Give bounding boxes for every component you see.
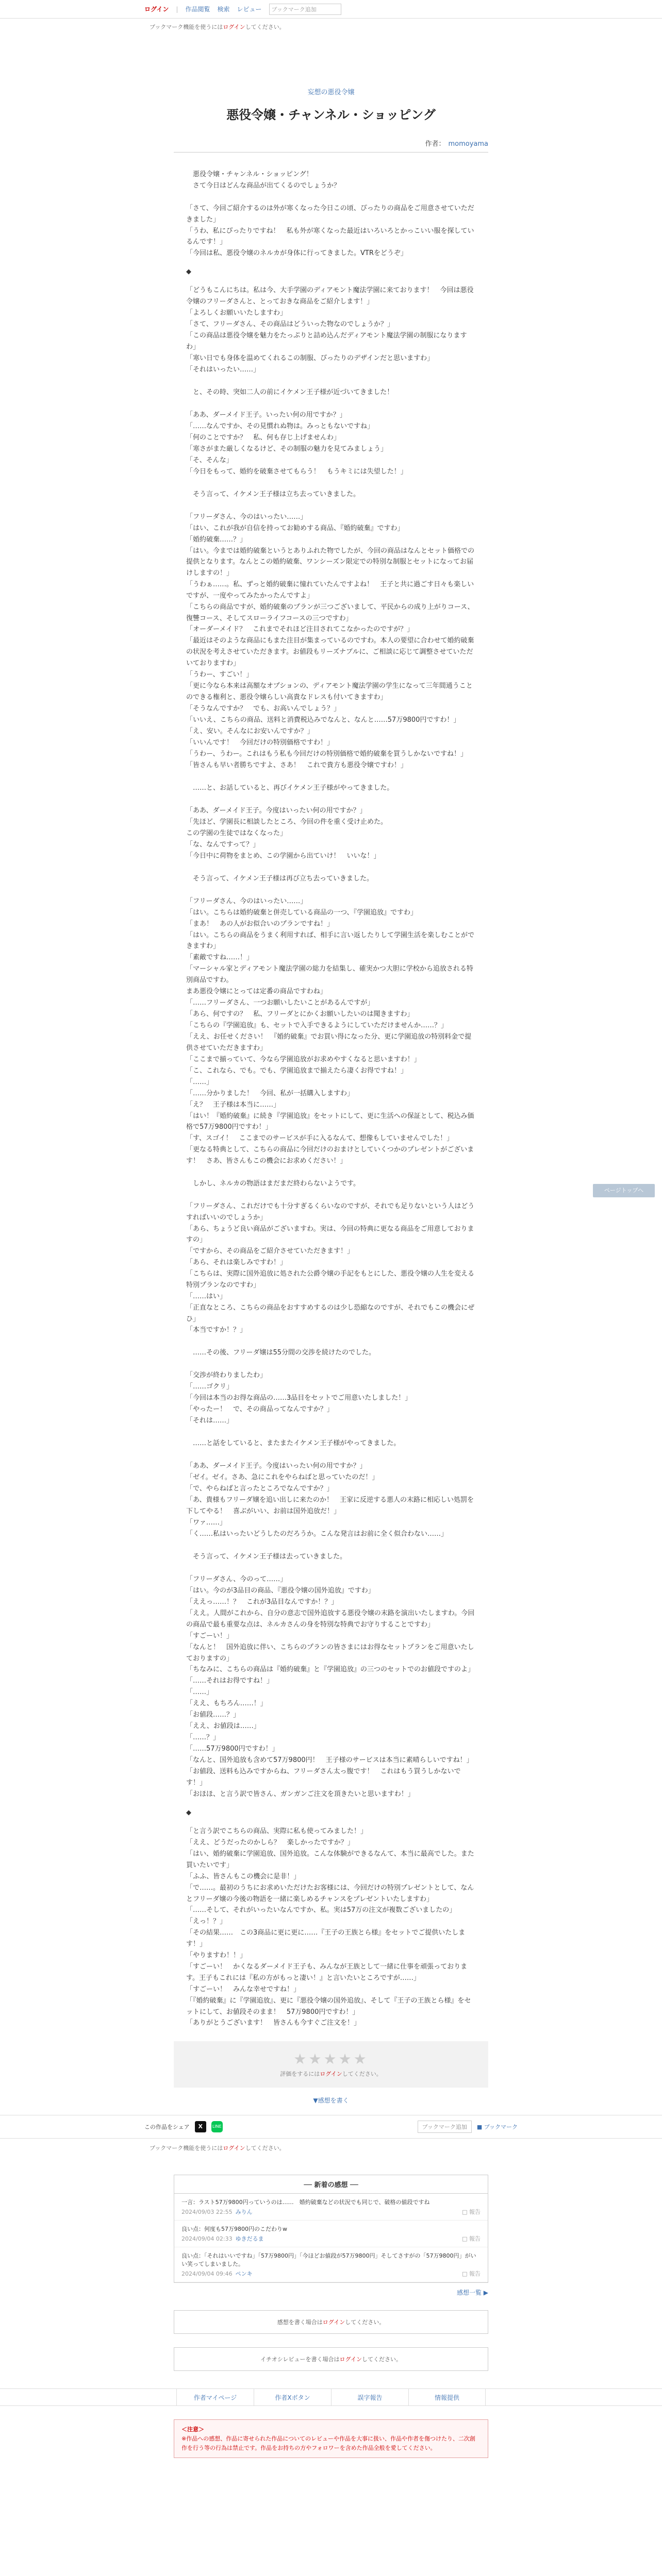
main-content [174,87,488,2029]
body-paragraph: しかし、ネルカの物語はまだまだ終わらないようです。 [186,1179,360,1188]
body-paragraph: 「オーダーメイド？ これまでそれほど注目されてこなかったのですが？」 [186,625,414,634]
body-paragraph: 「ええっ……！？ これが3品目なんですか！？」 [186,1598,338,1606]
body-paragraph [186,500,476,512]
body-paragraph: そう言って、イケメン王子様は再び立ち去っていきました。 [186,874,373,883]
body-paragraph: 「おほほ、と言う訳で皆さん、ガンガンご注文を頂きたいと思いますわ！」 [186,1790,415,1799]
body-paragraph: 「寒さがまた厳しくなるけど、その制服の魅力を見てみましょう」 [186,445,388,453]
footer-link-author-page[interactable]: 作者マイページ [176,2389,254,2405]
body-paragraph: 「く……私はいったいどうしたのだろうか。こんな発言はお前に全く似合わない……」 [186,1530,448,1538]
body-paragraph: 「……」 [186,1078,213,1086]
review-text: 良い点：何度も57万9800円のこだわりw [181,2226,287,2233]
body-paragraph: 「えっ！？」 [186,1918,227,1926]
body-paragraph: 「マーシャル家とディアモント魔法学園の総力を結集し、確実かつ大胆に学校から追放される特別商品ですわ。 [186,965,473,985]
body-paragraph: 「どうもこんにちは。私は今、大手学園のディアモント魔法学園に来ております！ 今回は悪役令嬢のフリーダさんと、とっておきな商品をご紹介します！」 [186,286,474,306]
author-link[interactable]: momoyama [448,140,488,148]
body-paragraph [186,1427,476,1438]
body-paragraph: 「すごーい！」 [186,1632,234,1640]
footer-link-typo-report[interactable]: 誤字報告 [331,2389,408,2405]
review-date: 2024/09/04 02:33 [181,2235,233,2243]
review-meta [181,2208,481,2216]
body-paragraph: 悪役令嬢・チャンネル・ショッピング！ [186,171,313,178]
body-paragraph: 「ありがとうございます！ 皆さんも今すぐご注文を！」 [186,2019,361,2027]
body-paragraph: 「す、スゴイ！ ここまでのサービスが手に入るなんて、想像もしていませんでした！」 [186,1134,454,1143]
top-nav [0,0,662,19]
body-paragraph: 「で、やらねばと言ったところでなんですか？」 [186,1485,334,1493]
body-paragraph: 「ちなみに、こちらの商品は『婚約破棄』と『学園追放』の三つのセットでのお値段ですのよ」 [186,1666,475,1674]
review-date: 2024/09/03 22:55 [181,2209,233,2216]
body-paragraph: 「最近はそのような商品にもまた注目が集まっているのですわ。本人の要望に合わせて婚約破棄の状況を考えさせていただきます。お値段もリーズナブルに、ご相談に応じて調整させていただいておりますわ」 [186,637,474,668]
share-label: この作品をシェア [144,2124,190,2131]
body-paragraph: 「はい。今のが3品目の商品、『悪役令嬢の国外追放』ですわ」 [186,1587,375,1595]
body-paragraph: 「フリーダさん、今のって……」 [186,1575,287,1584]
bookmark-notice [0,19,662,31]
body-paragraph: 「え、安い。そんなにお安いんですか？」 [186,727,314,735]
body-paragraph: 「ああ、ダーメイド王子。今度はいったい何の用ですか？」 [186,806,367,815]
body-paragraph: 「あら、ちょうど良い商品がございますわ。実は、今回の特典に更なる商品をご用意しておりますの」 [186,1225,474,1244]
notice-login-link[interactable]: ログイン [223,24,245,30]
body-paragraph: 「更に今なら本来は高額なオプションの、ディアモント魔法学園の学生になって三年間通うことのできる権利と、悪役令嬢らしい高貴なドレスも付いてきますわ」 [186,682,473,701]
page-title: 悪役令嬢・チャンネル・ショッピング [226,108,436,122]
body-paragraph: 「……？」 [186,1734,220,1742]
write-review-anchor[interactable]: ▼感想を書く [313,2097,349,2105]
body-paragraph: 「と言う訳でこちらの商品、実際に私も使ってみました！」 [186,1827,368,1836]
body-paragraph: 「はい。こちらは婚約破棄と併売している商品の一つ、『学園追放』ですわ」 [186,908,417,917]
body-paragraph: 「……フリーダさん、一つお願いしたいことがあるんですが」 [186,998,374,1007]
body-paragraph: 「こちらは、実際に国外追放に処された公爵令嬢の手記をもとにした、悪役令嬢の人生を変える特別プランなのですわ」 [186,1270,475,1289]
footer-link-info[interactable]: 情報提供 [408,2389,486,2405]
body-paragraph [186,794,476,805]
body-paragraph: 「やりますわ！！」 [186,1952,247,1960]
body-paragraph: 「ええ、お任せください！ 『婚約破棄』でお買い得になった分、更に学園追放の特別料金で提供させていただきますわ」 [186,1032,472,1052]
body-paragraph: 「こちらの商品ですが、婚約破棄のプランが三つございまして、平民からの成り上がりコース、復讐コース、そしてスローライフコースの三つですわ」 [186,603,474,622]
body-paragraph: 「ですから、その商品をご紹介させていただきます！」 [186,1247,354,1256]
body-paragraph: 「まあ！ あの人がお似合いのプランですね！」 [186,920,334,928]
page-top-button[interactable]: ページトップへ [593,1184,655,1197]
review-meta [181,2234,481,2243]
body-paragraph: そう言って、イケメン王子様は立ち去っていきました。 [186,490,360,498]
bookmark-add-button[interactable]: ブックマーク追加 [269,4,341,15]
write-review-link[interactable] [0,2096,662,2105]
review-report-link[interactable]: □ 報告 [462,2235,481,2243]
body-paragraph: 「この商品は悪役令嬢を魅力をたっぷりと詰め込んだディアモント魔法学園の制服になりますわ」 [186,331,467,351]
author-line [174,138,488,148]
body-paragraph: 「うわぁ……。私、ずっと婚約破棄に憧れていたんですよね！ 王子と共に過ごす日々も楽しいですが、一度やってみたかったんですよ」 [186,581,474,600]
review-item [174,2221,488,2247]
body-paragraph [186,1359,476,1370]
body-paragraph: 「ワァ……」 [186,1519,226,1527]
body-paragraph: 「あら、何ですの？ 私、フリーダとにかくお願いしたいのは聞きますわ」 [186,1010,414,1018]
body-paragraph: 「今日をもって、婚約を破棄させてもらう！ もうキミには失望した！」 [186,467,407,476]
rating-hint-prefix: 評価をするには [280,2071,320,2078]
body-paragraph: 「はい。今までは婚約破棄というとありふれた物でしたが、今回の商品はなんとセット価格での提供となります。なんとこの婚約破棄、ワンシーズン限定での特別な制服とセットになってお届けしますの！」 [186,547,475,578]
review-user-link[interactable]: みりん [235,2209,253,2216]
box2-suffix: してください。 [361,2356,402,2363]
footer-links [0,2388,662,2406]
body-paragraph: ……と、お話していると、再びイケメン王子様がやってきました。 [186,784,394,792]
body-paragraph: 「ここまで揃っていて、今なら学園追放がお求めやすくなると思いますわ！」 [186,1055,421,1063]
body-paragraph [186,376,476,387]
body-paragraph: 「……それはお得ですね！」 [186,1677,274,1685]
body-paragraph: ……その後、フリーダ嬢は55分間の交渉を続けたのでした。 [186,1349,376,1357]
x-share-icon[interactable]: X [195,2121,206,2132]
line-share-icon[interactable]: LINE [211,2121,223,2132]
body-paragraph [186,1336,476,1347]
body-paragraph: 「はい。こちらの商品をうまく利用すれば、相手に言い返したりして学園生活を楽しむことができますわ」 [186,931,475,951]
review-report-link[interactable]: □ 報告 [462,2209,481,2216]
body-paragraph [186,1449,476,1461]
body-paragraph: 「『婚約破棄』に『学園追放』、更に『悪役令嬢の国外追放』、そして『王子の王族とら様』をセットにして、お値段そのまま！ 57万9800円ですわ！」 [186,1996,471,2016]
login-link[interactable]: ログイン [144,6,169,13]
notice2-suffix: してください。 [245,2145,285,2152]
body-paragraph [186,862,476,873]
body-paragraph: 「やったー！ で、その商品ってなんですか？」 [186,1405,334,1414]
body-paragraph [186,1190,476,1201]
body-paragraph: 「フリーダさん、これだけでも十分すぎるくらいなのですが、それでも足りないという人はどうすればいいのでしょうか」 [186,1202,475,1222]
body-paragraph: 「うわー、すごい！」 [186,670,253,679]
body-paragraph: 「はい、これが我が自信を持ってお勧めする商品、『婚約破棄』ですわ」 [186,524,404,532]
box1-login-link[interactable]: ログイン [322,2319,345,2326]
body-paragraph: 「よろしくお願いいたしますわ」 [186,309,287,317]
body-paragraph: ……と話をしていると、またまたイケメン王子様がやってきました。 [186,1439,401,1448]
body-paragraph: 「今回は私、悪役令嬢のネルカが身体に行ってきました。VTRをどうぞ」 [186,249,407,258]
body-paragraph: 「素敵ですね……！」 [186,954,254,962]
body-paragraph: 「え？ 王子様は本当に……」 [186,1100,280,1109]
rating-hint-suffix: してください。 [342,2071,382,2078]
body-paragraph: 「さて、フリーダさん、その商品はどういった物なのでしょうか？」 [186,320,394,328]
caution-title: ＜注意＞ [181,2426,204,2433]
body-paragraph: 「あ、貴様もフリーダ嬢を追い出しに来たのか！ 王家に反逆する悪人の末路に相応しい処罰を下してやる！ 喜ぶがいい、お前は国外追放だ！」 [186,1496,474,1516]
works-link[interactable]: 作品閲覧 [185,6,210,13]
search-link[interactable]: 検索 [217,6,230,13]
body-paragraph: 「な、なんですって？」 [186,840,260,849]
body-paragraph: 「今日中に荷物をまとめ、この学園から出ていけ！ いいな！」 [186,852,380,860]
body-paragraph: 「……なんですか、その見慣れぬ物は。みっともないですね」 [186,422,374,430]
body-paragraph: 「いいえ、こちらの商品、送料と消費税込みでなんと、なんと……57万9800円ですわ！」 [186,716,460,724]
body-paragraph: 「ええ、もちろん……！」 [186,1700,267,1708]
box2-login-link[interactable]: ログイン [339,2356,362,2363]
body-paragraph: 「フリーダさん、今のはいったい……」 [186,897,307,905]
body-paragraph [186,398,476,410]
body-paragraph: 「うわ、私にぴったりですね！ 私も外が寒くなった最近はいろいろとかっこいい服を探しているんです！」 [186,227,474,246]
box1-suffix: してください。 [345,2319,385,2326]
notice-suffix: してください。 [245,24,285,30]
body-paragraph: 「本当ですか！？」 [186,1326,247,1334]
body-paragraph: 「なんと！ 国外追放に伴い、こちらのプランの皆さまにはお得なセットプランをご用意いたしておりますの」 [186,1643,474,1663]
body-paragraph: 「更なる特典として、こちらの商品に今回だけのおまけとしていくつかのプレゼントがございます！ さあ、皆さんもこの機会にお求めください！」 [186,1146,474,1165]
body-paragraph: 「それはいったい……」 [186,365,260,374]
body-paragraph: 「婚約破棄……？」 [186,535,247,544]
reviews-more [174,2288,488,2297]
body-paragraph: 「お値段、送料も込みですからね、フリーダさん太っ腹です！ これはもう買うしかないです！」 [186,1768,461,1787]
body-paragraph: 「……はい」 [186,1292,227,1300]
body-paragraph: 「……ゴクリ」 [186,1383,234,1391]
body-paragraph: 「いいんです！ 今回だけの特別価格ですわ！」 [186,738,334,747]
notice-prefix: ブックマーク機能を使うには [150,24,223,30]
notice2-prefix: ブックマーク機能を使うには [150,2145,223,2152]
review-item [174,2247,488,2282]
box1-prefix: 感想を書く場合は [277,2319,323,2326]
notice2-login-link[interactable]: ログイン [223,2145,245,2152]
body-paragraph [186,1167,476,1178]
box2-prefix: イチオシレビューを書く場合は [260,2356,340,2363]
body-paragraph: 「ゼイ。ゼイ。さあ、急にこれをやらねばと思っていたのだ！」 [186,1473,379,1482]
review-item [174,2194,488,2221]
review-report-link[interactable]: □ 報告 [462,2270,481,2278]
reviews-box [174,2175,488,2283]
bookmark-notice-bottom [0,2139,662,2152]
body-paragraph: 「……分かりました！ 今回、私が一括購入しますわ」 [186,1089,354,1097]
body-paragraph: 「それは……」 [186,1417,234,1425]
review-link[interactable]: レビュー [237,6,262,13]
body-paragraph [186,192,476,203]
body-paragraph: 「正直なところ、こちらの商品をおすすめするのは少し恐縮なのですが、それでもこの機会にぜひ」 [186,1303,475,1323]
write-review-box [174,2310,488,2334]
body-paragraph: 「ああ、ダーメイド王子。今度はいったい何の用ですか？」 [186,1462,367,1470]
body-paragraph: 「フリーダさん、今のはいったい……」 [186,513,307,521]
recommend-review-box [174,2347,488,2371]
body-paragraph: 「お値段……？」 [186,1711,240,1719]
series-title[interactable] [174,87,488,96]
rating-stars[interactable]: ★★★★★ [293,2050,369,2068]
body-paragraph: 「すごーい！ みんな幸せですね！」 [186,1985,301,1993]
rating-box [174,2041,488,2088]
body-paragraph: 「ええ。人間がこれから、自分の意志で国外追放する悪役令嬢の末路を演出いたしますわ。今回の商品で最も重要な点は、ネルカさんの身を特別な特典でお守りすることですわ」 [186,1609,475,1629]
review-date: 2024/09/04 09:46 [181,2270,233,2278]
body-paragraph: 「すごーい！ かくなるダーメイド王子も、みんなが王族として一緒に仕事を頑張っております。王子もこれには『私の方がもっと凄い！』と言いたいところですが……」 [186,1963,468,1982]
body-paragraph: 「先ほど、学園長に相談したところ、今回の件を重く受け止めた。 [186,818,388,826]
body-paragraph: 「交渉が終わりましたわ」 [186,1371,267,1380]
caution-box [174,2419,488,2458]
nav-separator: | [176,5,178,13]
body-paragraph [186,885,476,896]
body-paragraph: 「皆さんも早い者勝ちですよ、さあ！ これで貴方も悪役令嬢ですわ！」 [186,761,407,769]
share-bookmark-link[interactable]: ■ ブックマーク [476,2124,518,2131]
body-paragraph [186,478,476,489]
rating-login-link[interactable]: ログイン [320,2071,342,2078]
series-link[interactable]: 妄想の悪役令嬢 [307,89,355,96]
footer-link-author-x[interactable]: 作者Xボタン [254,2389,331,2405]
body-paragraph: 「ふふ、皆さんもこの機会に是非！」 [186,1872,301,1880]
body-paragraph: 「その結果…… この3商品に更に更に……『王子の王族とら様』をセットでご提供いたします！」 [186,1929,466,1948]
body-paragraph: そう言って、イケメン王子様は去っていきました。 [186,1553,346,1561]
share-bookmark-button[interactable]: ブックマーク追加 [418,2121,472,2133]
body-paragraph: 「……」 [186,1688,213,1697]
share-bar [0,2115,662,2139]
review-text: 良い点：「それはいいですね」「57万9800円」「今ほどお値段が57万9800円」そしてさすがの「57万9800円」がいい笑ってしまいました。 [181,2252,476,2268]
body-paragraph: 「そ、そんな」 [186,456,233,464]
author-label: 作者： [425,140,445,148]
body-paragraph: 「ええ、お値段は……」 [186,1722,260,1731]
body-paragraph: 「はい、婚約破棄に学園追放、国外追放。こんな体験ができるなんて、本当に最高でした。また買いたいです」 [186,1850,474,1869]
rating-hint [174,2070,488,2078]
body-paragraph: と、その時、突如二人の前にイケメン王子様が近づいてきました！ [186,388,394,396]
novel-body [174,152,488,2029]
review-user-link[interactable]: ペンキ [235,2270,253,2278]
caution-text: ※作品への感想、作品に寄せられた作品についてのレビューや作品を大事に扱い、作品や作者を傷つけたり、二次創作を行う等の行為は禁止です。作品をお持ちの方やフォロワーを含めた作品全般を愛してください。 [181,2435,475,2451]
body-paragraph: 「……そして、それがいったいなんですか、私。実は57万の注文が複数ございましたの」 [186,1906,456,1914]
body-paragraph: 「こちらの『学園追放』も、セットで入手できるようにしていただけませんか……？」 [186,1021,448,1029]
reviews-heading: ── 新着の感想 ── [174,2175,488,2194]
scene-break: ◆ [186,268,191,276]
review-text: 一言：ラスト57万9800円っていうのは…… 婚約破棄などの状況でも同じで、破格の値段ですね [181,2199,430,2206]
body-paragraph: 「なんと、国外追放も含めて57万9800円！ 王子様のサービスは本当に素晴らしいですね！」 [186,1756,473,1765]
body-paragraph: 「今回は本当のお得な商品の……3品目をセットでご用意いたしました！」 [186,1394,412,1402]
body-paragraph: 「うわー、うわー。これはもう私も今回だけの特別価格で婚約破棄を買うしかないですね！」 [186,750,467,758]
body-paragraph: 「何のことですか？ 私、何も存じ上げませんわ」 [186,433,341,442]
body-paragraph: 「寒い日でも身体を温めてくれるこの制服、ぴったりのデザインだと思いますわ」 [186,354,434,362]
body-paragraph: 「さて、今回ご紹介するのは外が寒くなった今日この頃、ぴったりの商品をご用意させていただきました」 [186,205,474,224]
body-paragraph: 「はい！『婚約破棄』に続き『学園追放』をセットにして、更に生活への保証として、税込み価格で57万9800円ですわ！」 [186,1112,474,1131]
body-paragraph: 「こ、これなら、でも。でも、学園追放まで揃えたら凄くお得ですね！」 [186,1066,408,1075]
reviews-more-link[interactable]: 感想一覧 ▶ [456,2289,488,2297]
body-paragraph: 「ええ、どうだったのかしら？ 楽しかったですか？」 [186,1839,354,1847]
review-meta [181,2269,481,2278]
body-paragraph: まあ悪役令嬢にとっては定番の商品ですわね」 [186,987,327,995]
body-paragraph [186,771,476,783]
review-user-link[interactable]: ゆきだるま [235,2235,264,2243]
body-paragraph: 「で……。最初のうちにお求めいただけたお客様には、今回だけの特別プレゼントとして、なんとフリーダ嬢の今後の物語を一緒に楽しめるチャンスをプレゼントいたしますわ」 [186,1884,474,1903]
scene-break: ◆ [186,1809,191,1817]
body-paragraph: 「あら、それは楽しみですわ！」 [186,1259,287,1267]
body-paragraph: この学園の生徒ではなくなった」 [186,829,287,837]
body-paragraph [186,1540,476,1551]
body-paragraph [186,1563,476,1574]
body-paragraph: 「そうなんですか？ でも、お高いんでしょう？」 [186,704,341,713]
body-paragraph: 「……57万9800円ですわ！」 [186,1745,279,1753]
body-paragraph: 「ああ、ダーメイド王子。いったい何の用ですか？」 [186,411,346,419]
body-paragraph: さて今日はどんな商品が出てくるのでしょうか？ [186,182,341,190]
